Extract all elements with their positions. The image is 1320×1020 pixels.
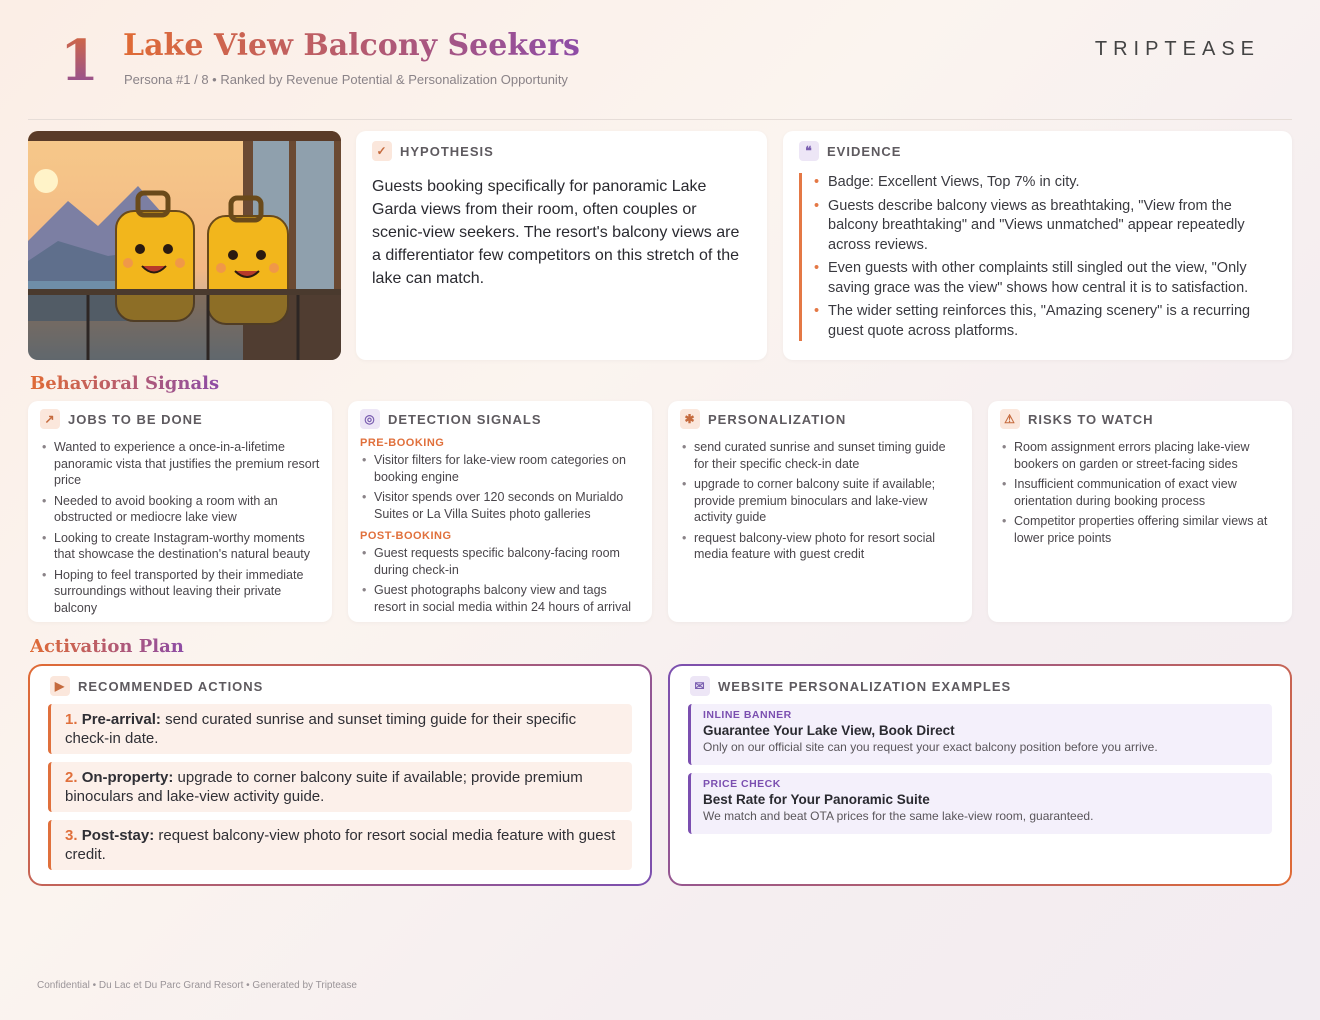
list-item: • Insufficient communication of exact view orientation during booking process: [1000, 476, 1280, 509]
list-item: • Room assignment errors placing lake-view bookers on garden or street-facing sides: [1000, 439, 1280, 472]
action-text: upgrade to corner balcony suite if available; provide premium binoculars and lake-view activity guide.: [65, 769, 583, 805]
action-label: On-property:: [81, 769, 174, 786]
list-item: • Badge: Excellent Views, Top 7% in city.: [814, 173, 1276, 193]
target-icon: ◎: [360, 409, 380, 429]
example-card: [688, 704, 1272, 765]
recommended-actions-panel: [28, 664, 652, 886]
list-item: • Needed to avoid booking a room with an obstructed or mediocre lake view: [40, 493, 320, 526]
action-number: 3.: [65, 827, 78, 844]
activation-plan-title: Activation Plan: [30, 636, 184, 657]
hypothesis-card: [356, 131, 767, 360]
page-title: Lake View Balcony Seekers: [123, 28, 580, 63]
jobs-list: [40, 439, 320, 616]
action-label: Pre-arrival:: [81, 711, 161, 728]
hypothesis-text: Guests booking specifically for panoramic Lake Garda views from their room, often couples or scenic-view seekers. The resort's balcony views are a differentiator few competitors on this stretch of the lake can match.: [372, 178, 740, 287]
actions-heading: RECOMMENDED ACTIONS: [78, 678, 264, 694]
website-examples-panel: [668, 664, 1292, 886]
sparkle-icon: ✱: [680, 409, 700, 429]
list-item: • Wanted to experience a once-in-a-lifetime panoramic vista that justifies the premium resort price: [40, 439, 320, 489]
action-item: [48, 820, 632, 870]
list-item: • Guest photographs balcony view and tags resort in social media within 24 hours of arrival: [360, 582, 640, 615]
list-item: • upgrade to corner balcony suite if available; provide premium binoculars and lake-view activity guide: [680, 476, 960, 526]
evidence-heading: EVIDENCE: [827, 143, 902, 159]
jobs-card: [28, 401, 332, 622]
personalization-heading: PERSONALIZATION: [708, 411, 847, 427]
hypothesis-heading: HYPOTHESIS: [400, 143, 494, 159]
action-text: request balcony-view photo for resort social media feature with guest credit.: [65, 827, 616, 863]
list-item: • Visitor spends over 120 seconds on Murialdo Suites or La Villa Suites photo galleries: [360, 489, 640, 522]
example-tag: INLINE BANNER: [703, 709, 792, 721]
evidence-card: [783, 131, 1292, 360]
warning-icon: ⚠: [1000, 409, 1020, 429]
personalization-list: [680, 439, 960, 563]
example-tag: PRICE CHECK: [703, 778, 781, 790]
evidence-list: [799, 173, 1276, 341]
check-icon: ✓: [372, 141, 392, 161]
jobs-heading: JOBS TO BE DONE: [68, 411, 203, 427]
list-item: • Guest requests specific balcony-facing room during check-in: [360, 545, 640, 578]
risks-heading: RISKS TO WATCH: [1028, 411, 1154, 427]
list-item: • request balcony-view photo for resort social media feature with guest credit: [680, 530, 960, 563]
pre-booking-list: [360, 452, 640, 522]
example-description: We match and beat OTA prices for the same lake-view room, guaranteed.: [703, 809, 1094, 823]
list-item: • Visitor filters for lake-view room categories on booking engine: [360, 452, 640, 485]
action-item: [48, 704, 632, 754]
page-subtitle: Persona #1 / 8 • Ranked by Revenue Potential & Personalization Opportunity: [124, 72, 568, 87]
hero-illustration: [28, 131, 341, 360]
personalization-card: [668, 401, 972, 622]
detection-card: [348, 401, 652, 622]
list-item: • Looking to create Instagram-worthy moments that showcase the destination's natural beauty: [40, 530, 320, 563]
risks-card: [988, 401, 1292, 622]
example-headline: Guarantee Your Lake View, Book Direct: [703, 723, 955, 738]
example-card: [688, 773, 1272, 834]
list-item: • Hoping to feel transported by their immediate surroundings without leaving their private balcony: [40, 567, 320, 617]
action-label: Post-stay:: [81, 827, 155, 844]
arrow-up-right-icon: ↗: [40, 409, 60, 429]
behavioral-signals-title: Behavioral Signals: [30, 373, 220, 394]
risks-list: [1000, 439, 1280, 546]
list-item: • The wider setting reinforces this, "Amazing scenery" is a recurring guest quote across platforms.: [814, 302, 1276, 341]
list-item: • Even guests with other complaints still singled out the view, "Only saving grace was the view" shows how central it is to satisfaction.: [814, 259, 1276, 298]
example-description: Only on our official site can you request your exact balcony position before you arrive.: [703, 740, 1158, 754]
quote-icon: ❝: [799, 141, 819, 161]
example-headline: Best Rate for Your Panoramic Suite: [703, 792, 930, 807]
post-booking-list: [360, 545, 640, 615]
page-header: [28, 22, 1292, 120]
post-booking-label: POST-BOOKING: [360, 530, 452, 542]
detection-heading: DETECTION SIGNALS: [388, 411, 542, 427]
mail-icon: ✉: [690, 676, 710, 696]
pre-booking-label: PRE-BOOKING: [360, 437, 445, 449]
persona-number: 1: [60, 28, 99, 94]
play-icon: ▶: [50, 676, 70, 696]
list-item: • Competitor properties offering similar views at lower price points: [1000, 513, 1280, 546]
website-heading: WEBSITE PERSONALIZATION EXAMPLES: [718, 678, 1012, 694]
list-item: • Guests describe balcony views as breathtaking, "View from the balcony breathtaking" and "Views unmatched" appear repeatedly across reviews.: [814, 197, 1276, 256]
action-number: 1.: [65, 711, 78, 728]
action-number: 2.: [65, 769, 78, 786]
brand-logo: TRIPTEASE: [1094, 38, 1260, 60]
list-item: • send curated sunrise and sunset timing guide for their specific check-in date: [680, 439, 960, 472]
action-item: [48, 762, 632, 812]
page-footer: Confidential • Du Lac et Du Parc Grand Resort • Generated by Triptease: [37, 980, 357, 991]
action-text: send curated sunrise and sunset timing guide for their specific check-in date.: [65, 711, 577, 747]
